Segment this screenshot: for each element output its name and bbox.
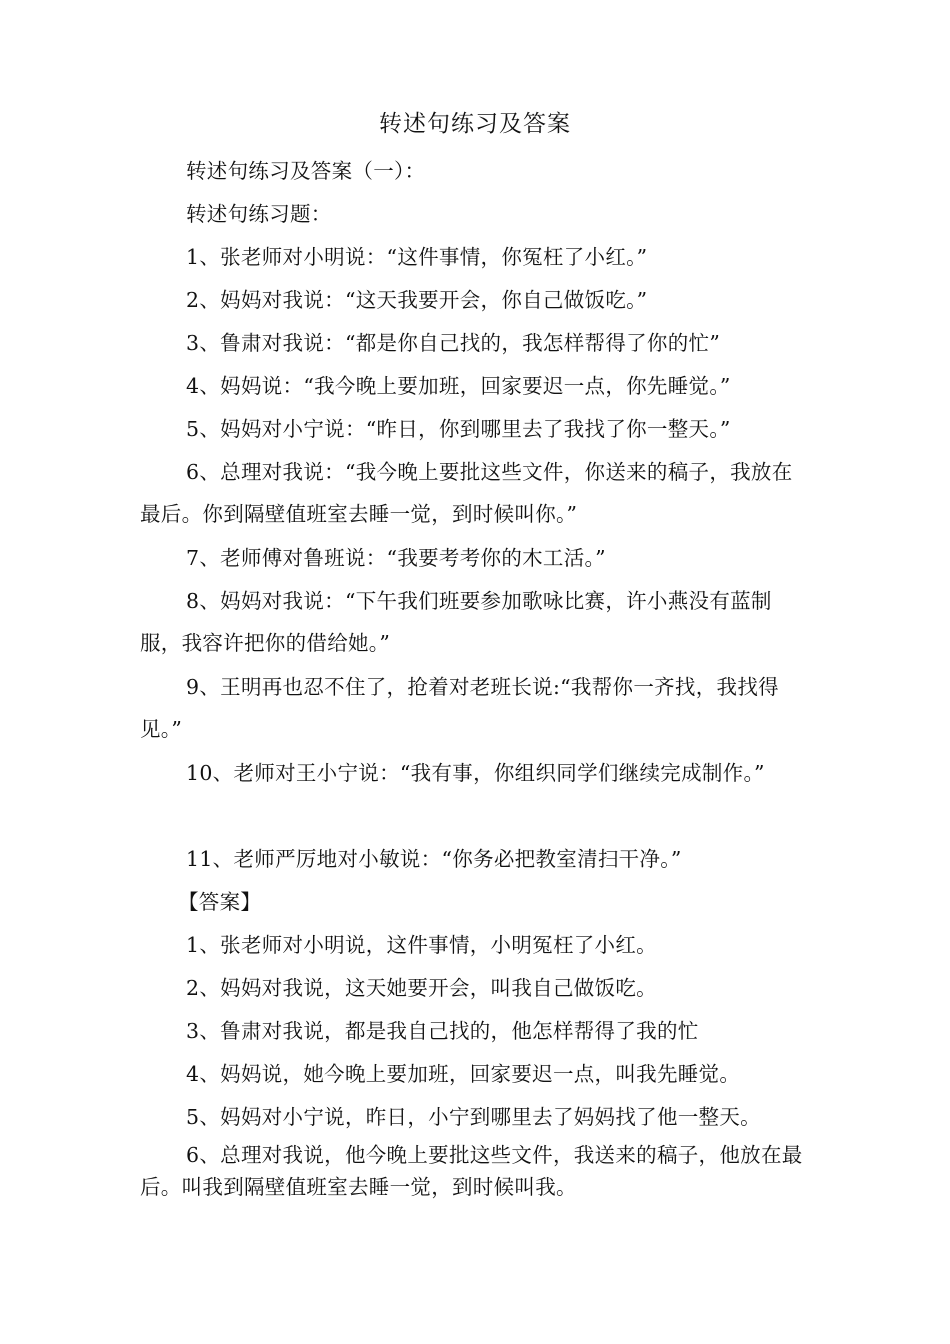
exercise-heading: 转述句练习题： (186, 202, 332, 226)
exercise-item-7: 7、老师傅对鲁班说：“我要考考你的木工活。” (186, 546, 606, 570)
exercise-item-1: 1、张老师对小明说：“这件事情，你冤枉了小红。” (186, 245, 648, 269)
exercise-item-6: 6、总理对我说：“我今晚上要批这些文件，你送来的稿子，我放在最后。你到隔壁值班室去睡一觉，到时候叫你。” (140, 460, 793, 526)
exercise-item-2: 2、妈妈对我说：“这天我要开会，你自己做饭吃。” (186, 288, 648, 312)
answer-item-1: 1、张老师对小明说，这件事情，小明冤枉了小红。 (186, 933, 657, 957)
exercise-item-9: 9、王明再也忍不住了，抢着对老班长说:“我帮你一齐找，我找得见。” (140, 675, 779, 741)
exercise-item-10: 10、老师对王小宁说：“我有事，你组织同学们继续完成制作。” (186, 761, 765, 785)
exercise-item-3: 3、鲁肃对我说：“都是你自己找的，我怎样帮得了你的忙” (186, 331, 721, 355)
exercise-item-8: 8、妈妈对我说：“下午我们班要参加歌咏比赛，许小燕没有蓝制服，我容许把你的借给她。” (140, 589, 772, 655)
answer-item-5: 5、妈妈对小宁说，昨日，小宁到哪里去了妈妈找了他一整天。 (186, 1105, 761, 1129)
answer-item-2: 2、妈妈对我说，这天她要开会，叫我自己做饭吃。 (186, 976, 657, 1000)
answer-item-4: 4、妈妈说，她今晚上要加班，回家要迟一点，叫我先睡觉。 (186, 1062, 741, 1086)
section-subtitle: 转述句练习及答案（一）： (186, 159, 426, 183)
answer-heading: 【答案】 (178, 890, 262, 914)
document-title: 转述句练习及答案 (379, 111, 571, 137)
answer-item-3: 3、鲁肃对我说，都是我自己找的，他怎样帮得了我的忙 (186, 1019, 699, 1043)
answer-item-6: 6、总理对我说，他今晚上要批这些文件，我送来的稿子，他放在最后。叫我到隔壁值班室去睡一觉，到时候叫我。 (140, 1143, 803, 1199)
exercise-item-5: 5、妈妈对小宁说：“昨日，你到哪里去了我找了你一整天。” (186, 417, 731, 441)
exercise-item-4: 4、妈妈说：“我今晚上要加班，回家要迟一点，你先睡觉。” (186, 374, 731, 398)
exercise-item-11: 11、老师严厉地对小敏说：“你务必把教室清扫干净。” (186, 847, 682, 871)
